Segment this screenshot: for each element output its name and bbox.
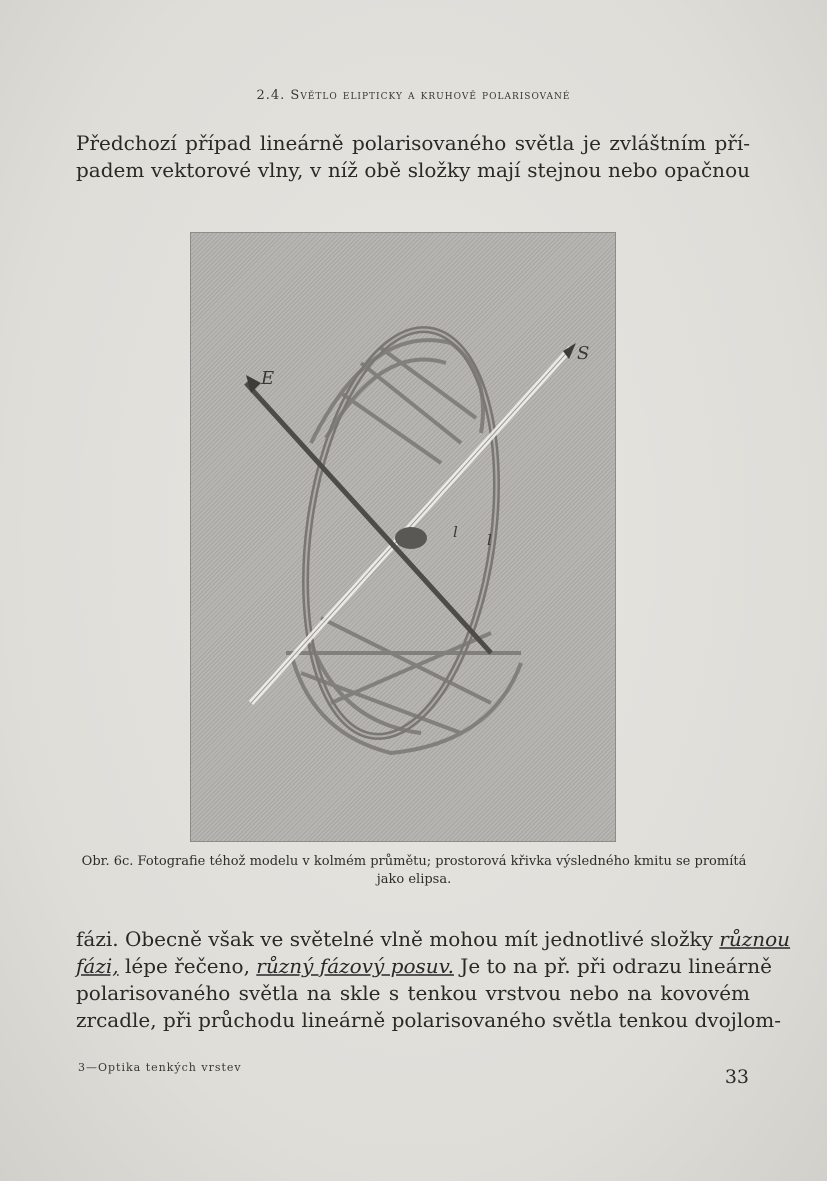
figure-label-s: S — [577, 343, 590, 364]
paragraph-top — [76, 130, 750, 184]
figure-caption: Obr. 6c. Fotografie téhož modelu v kolmém průmětu; prostorová křivka výsledného kmitu se promítá jako elipsa. — [81, 854, 747, 887]
running-header: 2.4. Světlo elipticky a kruhově polarisované — [256, 88, 571, 103]
figure-label-l: l — [453, 523, 458, 541]
text-line — [76, 953, 772, 980]
text-line: Předchozí případ lineárně polarisovaného světla je zvláštním pří- — [76, 131, 750, 155]
emphasis-text: různý fázový posuv. — [256, 954, 454, 978]
figure-illustration — [191, 233, 615, 841]
emphasis-text: fázi, — [76, 954, 119, 978]
paragraph-bottom — [76, 926, 791, 1034]
text-line: padem vektorové vlny, v níž obě složky mají stejnou nebo opačnou — [76, 158, 750, 182]
figure-label-e: E — [261, 368, 275, 389]
text-line — [76, 926, 791, 953]
figure-label-l2: l — [487, 531, 492, 549]
text-run: lépe řečeno, — [118, 954, 257, 978]
footer-signature: 3—Optika tenkých vrstev — [78, 1061, 242, 1074]
text-run: fázi. Obecně však ve světelné vlně mohou mít jednotlivé složky — [76, 927, 720, 951]
text-run: Je to na př. při odrazu lineárně — [453, 954, 772, 978]
text-line: polarisovaného světla na skle s tenkou vrstvou nebo na kovovém — [76, 981, 750, 1005]
page-number: 33 — [724, 1066, 749, 1088]
figure-photo — [190, 232, 616, 842]
emphasis-text: různou — [719, 927, 791, 951]
text-line: zrcadle, při průchodu lineárně polarisovaného světla tenkou dvojlom- — [76, 1008, 781, 1032]
